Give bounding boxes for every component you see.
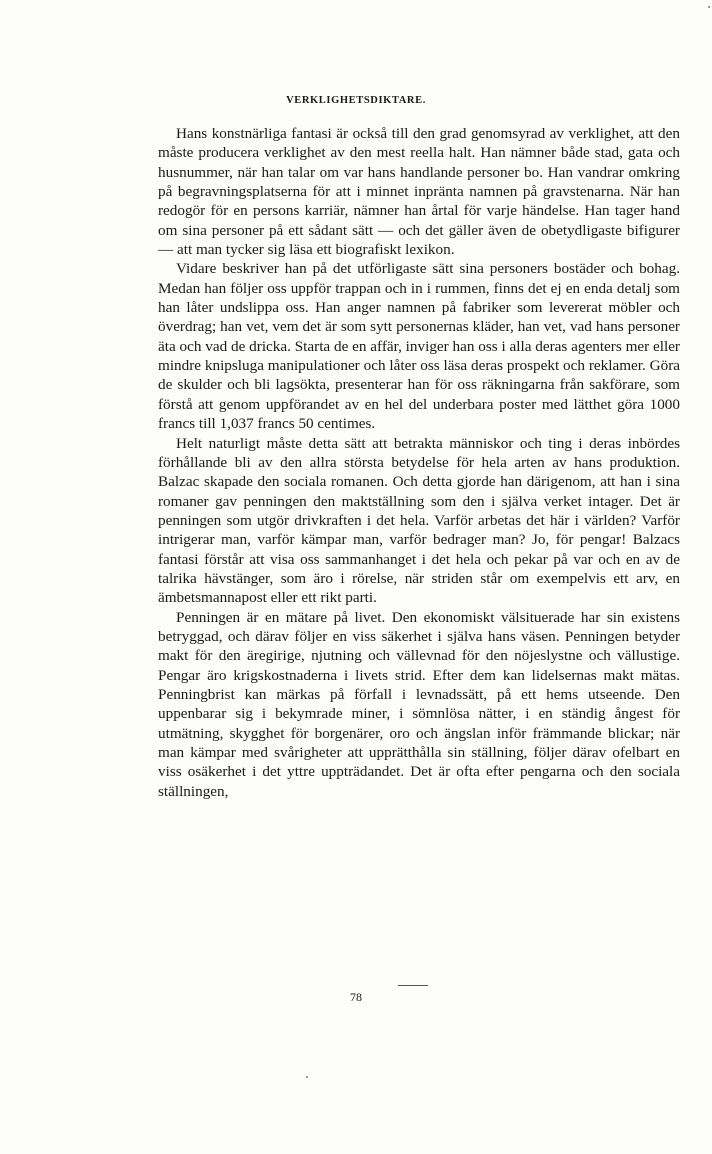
paragraph: Helt naturligt måste detta sätt att betrakta människor och ting i deras inbördes förhållande bli av den allra största betydelse för hela arten av hans produktion. Balzac skapade den sociala romanen. Och detta gjorde han därigenom, att han i sina romaner gav penningen den maktställning som den i själva verket intager. Det är penningen som utgör drivkraften i det hela. Varför arbetas det här i världen? Varför intrigerar man, varför kämpar man, varför bedrager man? Jo, för pengar! Balzacs fantasi förstår att visa oss sammanhanget i det hela och pekar på var och en av de talrika hävstänger, som äro i rörelse, när striden står om exempelvis ett arv, en ämbetsmannapost eller ett rikt parti. (158, 434, 680, 607)
scan-speck (306, 1076, 308, 1078)
page-number: 78 (350, 990, 362, 1004)
paragraph: Vidare beskriver han på det utförligaste sätt sina personers bostäder och bohag. Medan han följer oss uppför trappan och in i rummen, finns det ej en enda detalj som han låter undslippa oss. Han anger namnen på fabriker som levererat möbler och överdrag; han vet, vem det är som sytt personernas kläder, han vet, vad hans personer äta och vad de dricka. Starta de en affär, inviger han oss i alla deras agenters mer eller mindre knipsluga manipulationer och låter oss läsa deras prospekt och reklamer. Göra de skulder och bli lagsökta, presenterar han för oss räkningarna från sakförare, som förstå att genom uppförandet av en hel del underbara poster med lätthet göra 1000 francs till 1,037 francs 50 centimes. (158, 260, 680, 433)
scan-speck (708, 6, 710, 8)
running-head: VERKLIGHETSDIKTARE. (286, 95, 426, 106)
paragraph: Penningen är en mätare på livet. Den ekonomiskt välsituerade har sin existens betryggad, och därav följer en viss säkerhet i själva hans väsen. Penningen betyder makt för den äregirige, njutning och vällevnad för den nöjeslystne och vällustige. Pengar äro krigskostnaderna i livets strid. Efter dem kan lidelsernas makt mätas. Penningbrist kan märkas på förfall i levnadssätt, på ett hems utseende. Den uppenbarar sig i bekymrade miner, i sömnlösa nätter, i en ständig ångest för utmätning, skygghet för borgenärer, oro och ängslan inför främmande blickar; när man kämpar med svårigheter att upprätthålla sin ställning, följer därav ofelbart en viss osäkerhet i det yttre uppträdandet. Det är ofta efter pengarna och den sociala ställningen, (158, 608, 680, 800)
paragraph: Hans konstnärliga fantasi är också till den grad genomsyrad av verklighet, att den måste producera verklighet av den mest reella halt. Han nämner både stad, gata och husnummer, när han talar om var hans handlande personer bo. Han vandrar omkring på begravningsplatserna för att i minnet inpränta namnen på gravstenarna. När han redogör för en persons karriär, nämner han årtal för varje händelse. Han tager hand om sina personer på ett sådant sätt — och det gäller även de obetydligaste bifigurer — att man tycker sig läsa ett biografiskt lexikon. (158, 125, 680, 259)
body-text (158, 124, 680, 801)
page-number-rule (398, 985, 428, 986)
